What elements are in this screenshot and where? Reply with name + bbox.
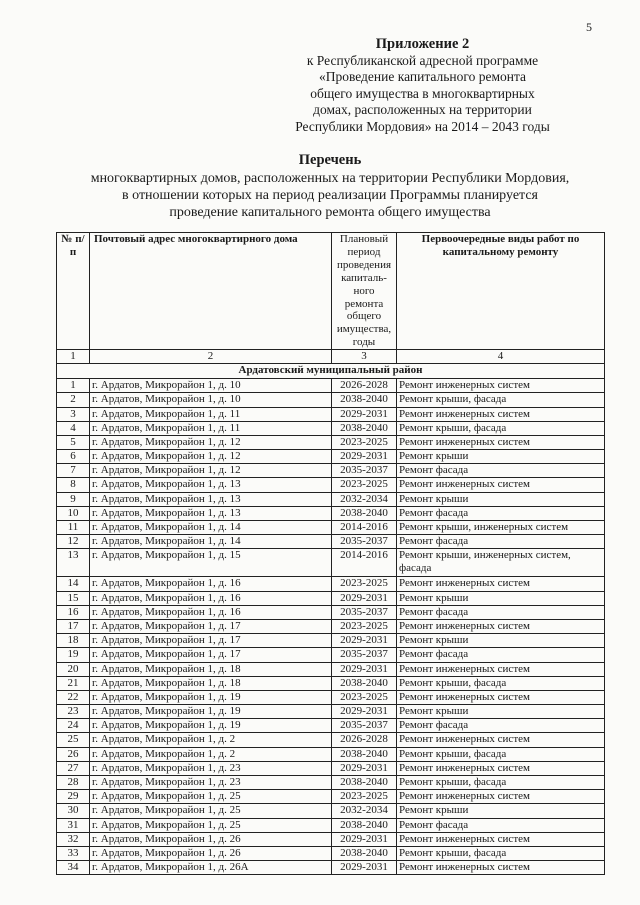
row-address: г. Ардатов, Микрорайон 1, д. 17 (90, 619, 332, 633)
table-row (57, 634, 605, 648)
row-period: 2026-2028 (332, 379, 397, 393)
row-work: Ремонт инженерных систем (397, 690, 605, 704)
row-period: 2035-2037 (332, 719, 397, 733)
row-period: 2023-2025 (332, 478, 397, 492)
row-number: 23 (57, 705, 90, 719)
row-period: 2023-2025 (332, 690, 397, 704)
row-work: Ремонт фасада (397, 719, 605, 733)
table-row (57, 861, 605, 875)
section-row (57, 364, 605, 379)
row-work: Ремонт инженерных систем (397, 790, 605, 804)
row-period: 2029-2031 (332, 861, 397, 875)
row-work: Ремонт инженерных систем (397, 478, 605, 492)
row-period: 2023-2025 (332, 577, 397, 591)
row-work: Ремонт инженерных систем (397, 619, 605, 633)
table-row (57, 535, 605, 549)
row-period: 2029-2031 (332, 761, 397, 775)
table-row (57, 464, 605, 478)
row-number: 21 (57, 676, 90, 690)
row-period: 2029-2031 (332, 407, 397, 421)
column-number: 1 (57, 350, 90, 364)
row-number: 7 (57, 464, 90, 478)
row-work: Ремонт крыши, инженерных систем, фасада (397, 549, 605, 577)
row-address: г. Ардатов, Микрорайон 1, д. 10 (90, 393, 332, 407)
row-work: Ремонт инженерных систем (397, 761, 605, 775)
row-work: Ремонт крыши, инженерных систем (397, 521, 605, 535)
row-period: 2023-2025 (332, 619, 397, 633)
row-address: г. Ардатов, Микрорайон 1, д. 19 (90, 690, 332, 704)
row-work: Ремонт инженерных систем (397, 407, 605, 421)
row-number: 24 (57, 719, 90, 733)
row-period: 2038-2040 (332, 421, 397, 435)
row-period: 2023-2025 (332, 790, 397, 804)
row-work: Ремонт крыши, фасада (397, 846, 605, 860)
row-number: 15 (57, 591, 90, 605)
table-row (57, 648, 605, 662)
table-row (57, 379, 605, 393)
row-number: 28 (57, 776, 90, 790)
row-period: 2032-2034 (332, 804, 397, 818)
row-work: Ремонт фасада (397, 464, 605, 478)
row-work: Ремонт крыши, фасада (397, 676, 605, 690)
column-number: 4 (397, 350, 605, 364)
header-row (57, 233, 605, 350)
heading-title: Перечень (298, 152, 362, 168)
appendix-block (250, 36, 595, 136)
row-work: Ремонт крыши (397, 492, 605, 506)
row-work: Ремонт инженерных систем (397, 861, 605, 875)
row-number: 10 (57, 506, 90, 520)
row-period: 2023-2025 (332, 435, 397, 449)
table-row (57, 605, 605, 619)
row-number: 16 (57, 605, 90, 619)
section-title: Ардатовский муниципальный район (57, 364, 605, 379)
heading-line: проведение капитального ремонта общего имущества (169, 205, 491, 220)
row-number: 2 (57, 393, 90, 407)
row-work: Ремонт инженерных систем (397, 832, 605, 846)
table-row (57, 846, 605, 860)
row-period: 2014-2016 (332, 549, 397, 577)
row-work: Ремонт инженерных систем (397, 733, 605, 747)
row-address: г. Ардатов, Микрорайон 1, д. 16 (90, 577, 332, 591)
row-period: 2035-2037 (332, 605, 397, 619)
row-work: Ремонт крыши, фасада (397, 776, 605, 790)
appendix-title: Приложение 2 (375, 36, 470, 52)
row-address: г. Ардатов, Микрорайон 1, д. 23 (90, 776, 332, 790)
row-number: 19 (57, 648, 90, 662)
header-num: № п/п (57, 233, 90, 350)
row-period: 2029-2031 (332, 832, 397, 846)
row-work: Ремонт фасада (397, 605, 605, 619)
appendix-line: Республики Мордовия» на 2014 – 2043 годы (295, 118, 550, 134)
row-address: г. Ардатов, Микрорайон 1, д. 13 (90, 492, 332, 506)
table-row (57, 521, 605, 535)
row-address: г. Ардатов, Микрорайон 1, д. 17 (90, 634, 332, 648)
row-address: г. Ардатов, Микрорайон 1, д. 23 (90, 761, 332, 775)
row-period: 2026-2028 (332, 733, 397, 747)
row-period: 2038-2040 (332, 818, 397, 832)
row-number: 20 (57, 662, 90, 676)
row-work: Ремонт фасада (397, 506, 605, 520)
row-work: Ремонт фасада (397, 535, 605, 549)
row-number: 1 (57, 379, 90, 393)
row-address: г. Ардатов, Микрорайон 1, д. 11 (90, 421, 332, 435)
row-address: г. Ардатов, Микрорайон 1, д. 2 (90, 747, 332, 761)
row-address: г. Ардатов, Микрорайон 1, д. 25 (90, 790, 332, 804)
row-number: 22 (57, 690, 90, 704)
row-work: Ремонт инженерных систем (397, 435, 605, 449)
row-number: 6 (57, 450, 90, 464)
table-row (57, 662, 605, 676)
row-period: 2029-2031 (332, 591, 397, 605)
heading-line: многоквартирных домов, расположенных на территории Республики Мордовия, (90, 171, 570, 186)
row-address: г. Ардатов, Микрорайон 1, д. 12 (90, 450, 332, 464)
row-period: 2035-2037 (332, 535, 397, 549)
row-address: г. Ардатов, Микрорайон 1, д. 14 (90, 521, 332, 535)
row-work: Ремонт крыши, фасада (397, 747, 605, 761)
row-number: 3 (57, 407, 90, 421)
row-number: 27 (57, 761, 90, 775)
row-work: Ремонт крыши (397, 804, 605, 818)
row-number: 14 (57, 577, 90, 591)
row-address: г. Ардатов, Микрорайон 1, д. 17 (90, 648, 332, 662)
row-work: Ремонт фасада (397, 818, 605, 832)
row-number: 32 (57, 832, 90, 846)
table-row (57, 818, 605, 832)
row-number: 13 (57, 549, 90, 577)
column-number: 3 (332, 350, 397, 364)
row-work: Ремонт крыши, фасада (397, 421, 605, 435)
appendix-line: «Проведение капитального ремонта (318, 69, 527, 85)
row-address: г. Ардатов, Микрорайон 1, д. 18 (90, 676, 332, 690)
appendix-line: к Республиканской адресной программе (306, 52, 539, 68)
header-period: Плановый период проведения капиталь-ного ремонта общего имущества, годы (332, 233, 397, 350)
row-address: г. Ардатов, Микрорайон 1, д. 16 (90, 591, 332, 605)
row-period: 2029-2031 (332, 450, 397, 464)
table-row (57, 450, 605, 464)
row-number: 31 (57, 818, 90, 832)
table-row (57, 790, 605, 804)
row-address: г. Ардатов, Микрорайон 1, д. 13 (90, 506, 332, 520)
row-address: г. Ардатов, Микрорайон 1, д. 12 (90, 464, 332, 478)
table-row (57, 761, 605, 775)
appendix-line: общего имущества в многоквартирных (310, 85, 535, 101)
row-address: г. Ардатов, Микрорайон 1, д. 16 (90, 605, 332, 619)
row-address: г. Ардатов, Микрорайон 1, д. 14 (90, 535, 332, 549)
row-number: 30 (57, 804, 90, 818)
row-period: 2038-2040 (332, 393, 397, 407)
row-number: 4 (57, 421, 90, 435)
row-period: 2038-2040 (332, 846, 397, 860)
row-number: 33 (57, 846, 90, 860)
table-row (57, 733, 605, 747)
table-row (57, 619, 605, 633)
column-number-row (57, 350, 605, 364)
table-row (57, 747, 605, 761)
row-period: 2038-2040 (332, 747, 397, 761)
table-row (57, 393, 605, 407)
table-row (57, 705, 605, 719)
row-number: 12 (57, 535, 90, 549)
row-number: 34 (57, 861, 90, 875)
page-number: 5 (586, 20, 592, 34)
table-row (57, 435, 605, 449)
table-row (57, 577, 605, 591)
row-work: Ремонт инженерных систем (397, 577, 605, 591)
row-address: г. Ардатов, Микрорайон 1, д. 26 (90, 832, 332, 846)
row-work: Ремонт фасада (397, 648, 605, 662)
row-period: 2029-2031 (332, 634, 397, 648)
table-row (57, 421, 605, 435)
row-work: Ремонт крыши (397, 634, 605, 648)
table-row (57, 407, 605, 421)
row-address: г. Ардатов, Микрорайон 1, д. 19 (90, 719, 332, 733)
houses-table (56, 232, 605, 875)
row-address: г. Ардатов, Микрорайон 1, д. 11 (90, 407, 332, 421)
table-row (57, 591, 605, 605)
row-address: г. Ардатов, Микрорайон 1, д. 25 (90, 818, 332, 832)
row-address: г. Ардатов, Микрорайон 1, д. 13 (90, 478, 332, 492)
row-work: Ремонт инженерных систем (397, 662, 605, 676)
row-address: г. Ардатов, Микрорайон 1, д. 15 (90, 549, 332, 577)
header-address: Почтовый адрес многоквартирного дома (90, 233, 332, 350)
row-period: 2035-2037 (332, 464, 397, 478)
row-period: 2038-2040 (332, 676, 397, 690)
row-address: г. Ардатов, Микрорайон 1, д. 26А (90, 861, 332, 875)
row-work: Ремонт инженерных систем (397, 379, 605, 393)
column-number: 2 (90, 350, 332, 364)
appendix-line: домах, расположенных на территории (313, 102, 532, 118)
row-address: г. Ардатов, Микрорайон 1, д. 10 (90, 379, 332, 393)
table-row (57, 676, 605, 690)
row-period: 2035-2037 (332, 648, 397, 662)
row-work: Ремонт крыши (397, 705, 605, 719)
document-heading (60, 152, 600, 221)
row-period: 2029-2031 (332, 662, 397, 676)
table-row (57, 492, 605, 506)
row-number: 29 (57, 790, 90, 804)
row-work: Ремонт крыши (397, 591, 605, 605)
table-row (57, 719, 605, 733)
row-number: 5 (57, 435, 90, 449)
row-period: 2038-2040 (332, 776, 397, 790)
row-number: 11 (57, 521, 90, 535)
row-number: 17 (57, 619, 90, 633)
row-address: г. Ардатов, Микрорайон 1, д. 18 (90, 662, 332, 676)
table-row (57, 478, 605, 492)
row-number: 26 (57, 747, 90, 761)
table-row (57, 776, 605, 790)
row-work: Ремонт крыши (397, 450, 605, 464)
row-number: 18 (57, 634, 90, 648)
row-number: 9 (57, 492, 90, 506)
row-period: 2014-2016 (332, 521, 397, 535)
row-period: 2029-2031 (332, 705, 397, 719)
row-number: 8 (57, 478, 90, 492)
table-row (57, 690, 605, 704)
row-work: Ремонт крыши, фасада (397, 393, 605, 407)
row-address: г. Ардатов, Микрорайон 1, д. 19 (90, 705, 332, 719)
row-address: г. Ардатов, Микрорайон 1, д. 2 (90, 733, 332, 747)
table-row (57, 832, 605, 846)
table-row (57, 506, 605, 520)
row-period: 2032-2034 (332, 492, 397, 506)
row-address: г. Ардатов, Микрорайон 1, д. 25 (90, 804, 332, 818)
table-row (57, 804, 605, 818)
row-address: г. Ардатов, Микрорайон 1, д. 26 (90, 846, 332, 860)
heading-line: в отношении которых на период реализации Программы планируется (122, 188, 538, 203)
table-row (57, 549, 605, 577)
row-period: 2038-2040 (332, 506, 397, 520)
header-works: Первоочередные виды работ по капитальному ремонту (397, 233, 605, 350)
row-number: 25 (57, 733, 90, 747)
row-address: г. Ардатов, Микрорайон 1, д. 12 (90, 435, 332, 449)
